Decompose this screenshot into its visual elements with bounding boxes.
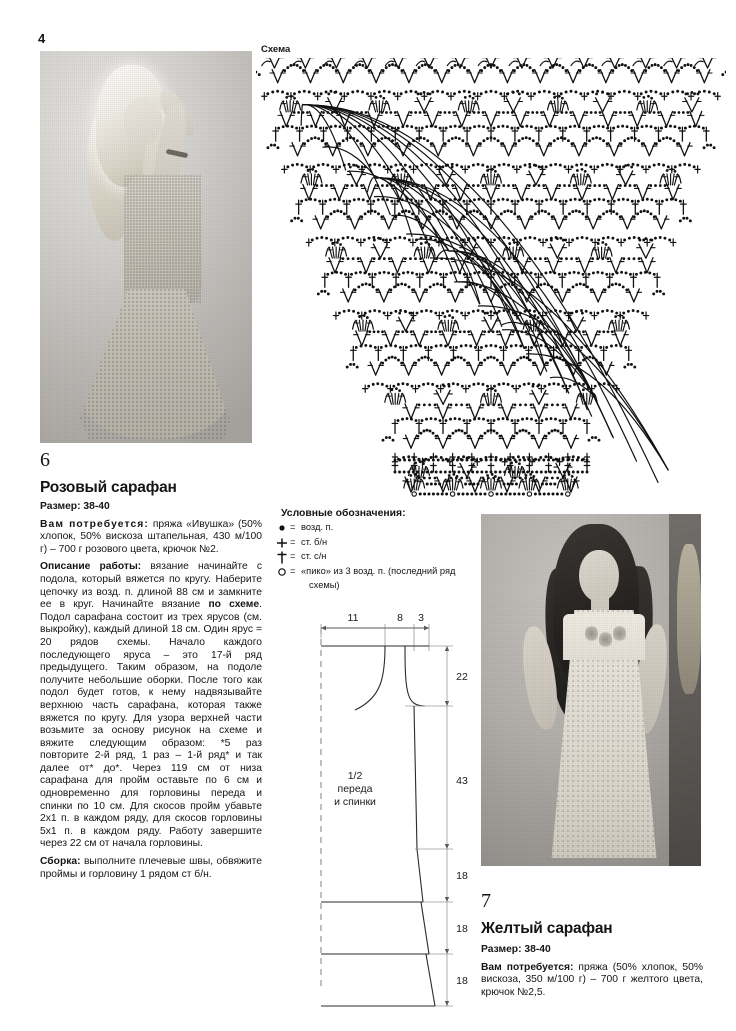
measure-top-3: 3 xyxy=(418,612,424,624)
measure-top-2: 8 xyxy=(397,612,403,624)
measure-right-18b: 18 xyxy=(456,923,468,935)
article-title-pink: Розовый сарафан xyxy=(40,479,177,496)
picot-circle-icon xyxy=(273,566,290,578)
legend-label: возд. п. xyxy=(301,522,334,532)
chart-svg xyxy=(256,58,726,500)
size-line: Размер: 38-40 xyxy=(481,944,551,955)
article-number-6: 6 xyxy=(40,449,50,471)
measure-right-22: 22 xyxy=(456,671,468,683)
article-body-pink xyxy=(40,501,262,886)
legend-equals: = xyxy=(290,551,296,562)
legend-block xyxy=(281,508,486,590)
size-line: Размер: 38-40 xyxy=(40,501,110,512)
legend-row xyxy=(281,522,486,534)
crochet-stitch-chart xyxy=(256,58,726,500)
double-crochet-cross-icon xyxy=(273,551,290,563)
legend-equals: = xyxy=(290,522,296,532)
page-number: 4 xyxy=(38,31,46,46)
legend-equals: = xyxy=(290,536,296,547)
single-crochet-plus-icon xyxy=(273,537,290,549)
description-line: Описание работы: вязание начинайте с подола, который вяжется по кругу. Наберите цепочку из возд. п. длиной 88 см и замкните ее в круг. Начинайте вязание по схеме. Подол сарафана состоит из трех ярусов (см. выкройку), каждый длиной 18 см. Один ярус = 20 рядов схемы. Начало каждого последующего яруса – это 17-й ряд предыдущего. Таким образом, на подоле получите небольшие оборки. После того как подол будет готов, к нему надвязывайте верхнюю часть сарафана, которая также вяжется по кругу. Для узора верхней части возьмите за основу рисунок на схеме и вяжите следующим образом: *5 раз повторите 2-й ряд, 1 раз – 1-й ряд* и так далее от* до*. Через 119 см от низа сарафана для пройм оставьте по 6 см и одновременно для горловины переда и спинки по 10 см. Для скосов пройм убавьте 2х1 п. в каждом ряду, для скосов горловины 5х1 п. в каждом ряду. Работу завершите через 22 см от начала горловины. xyxy=(40,561,262,850)
photo-yellow-sundress xyxy=(481,514,701,866)
legend-label: ст. б/н xyxy=(301,536,328,547)
legend-label: ст. с/н xyxy=(301,551,327,562)
schematic-svg xyxy=(295,606,485,1021)
measure-right-18c: 18 xyxy=(456,975,468,987)
assembly-line: Сборка: выполните плечевые швы, обвяжите проймы и горловину 1 рядом ст б/н. xyxy=(40,856,262,880)
measure-top-1: 11 xyxy=(347,612,359,624)
materials-line: Вам потребуется: пряжа «Ивушка» (50% хлопок, 50% вискоза штапельная, 430 м/100 г) – 700 г розового цвета, крючок №2. xyxy=(40,518,262,555)
photo-grain xyxy=(481,514,701,866)
schematic-label-1: 1/2 xyxy=(347,770,363,782)
schematic-label-3: и спинки xyxy=(334,796,376,808)
schema-label: Схема xyxy=(261,44,291,55)
article-body-yellow xyxy=(481,944,703,1004)
legend-row xyxy=(281,566,486,578)
photo-grain xyxy=(40,51,252,443)
schematic-label-2: переда xyxy=(337,783,373,795)
pattern-schematic xyxy=(295,606,485,1021)
legend-equals: = xyxy=(290,565,296,576)
article-number-7: 7 xyxy=(481,890,491,912)
measure-right-18a: 18 xyxy=(456,870,468,882)
legend-row xyxy=(281,537,486,549)
article-title-yellow: Желтый сарафан xyxy=(481,920,613,937)
legend-continuation: схемы) xyxy=(309,580,340,591)
legend-title: Условные обозначения: xyxy=(281,508,406,519)
photo-pink-sundress xyxy=(40,51,252,443)
legend-label: «пико» из 3 возд. п. (последний ряд xyxy=(301,565,456,576)
chain-stitch-dot-icon xyxy=(273,522,290,534)
legend-row xyxy=(281,551,486,563)
materials-line: Вам потребуется: пряжа (50% хлопок, 50% вискоза, 350 м/100 г) – 700 г желтого цвета, крючок №2,5. xyxy=(481,961,703,998)
measure-right-43: 43 xyxy=(456,775,468,787)
